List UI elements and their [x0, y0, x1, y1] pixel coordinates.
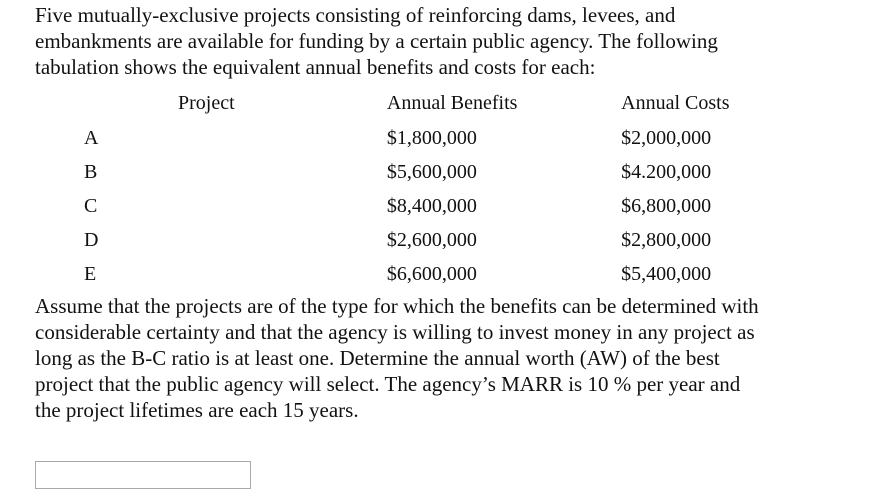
intro-line-2: embankments are available for funding by a certain public agency. The following — [35, 29, 718, 53]
cell-project: C — [83, 194, 98, 217]
cell-annual-costs: $4.200,000 — [621, 160, 712, 183]
question-prompt — [35, 293, 865, 423]
header-annual-benefits: Annual Benefits — [386, 91, 518, 114]
table-row — [35, 155, 865, 189]
cell-annual-costs: $5,400,000 — [621, 262, 712, 285]
cell-annual-benefits: $1,800,000 — [386, 126, 477, 149]
header-project: Project — [178, 91, 235, 114]
prompt-line-4: project that the public agency will select. The agency’s MARR is 10 % per year and — [35, 372, 741, 396]
answer-input[interactable] — [35, 461, 251, 489]
cell-annual-benefits: $5,600,000 — [386, 160, 477, 183]
table-row — [35, 223, 865, 257]
cell-annual-costs: $2,000,000 — [621, 126, 712, 149]
table-row — [35, 189, 865, 223]
cell-annual-costs: $6,800,000 — [621, 194, 712, 217]
intro-line-1: Five mutually-exclusive projects consisting of reinforcing dams, levees, and — [35, 3, 676, 27]
question-intro — [35, 2, 865, 80]
intro-line-3: tabulation shows the equivalent annual benefits and costs for each: — [35, 55, 596, 79]
cell-annual-benefits: $2,600,000 — [386, 228, 477, 251]
table-header-row — [35, 85, 865, 121]
header-annual-costs: Annual Costs — [621, 91, 730, 114]
cell-project: E — [83, 262, 97, 285]
cell-annual-costs: $2,800,000 — [621, 228, 712, 251]
table-row — [35, 257, 865, 291]
cell-project: B — [83, 160, 98, 183]
table-row — [35, 121, 865, 155]
prompt-line-5: the project lifetimes are each 15 years. — [35, 398, 359, 422]
cell-project: D — [83, 228, 99, 251]
prompt-line-1: Assume that the projects are of the type for which the benefits can be determined with — [35, 294, 759, 318]
prompt-line-2: considerable certainty and that the agency is willing to invest money in any project as — [35, 320, 755, 344]
projects-table — [35, 85, 865, 291]
cell-annual-benefits: $8,400,000 — [386, 194, 477, 217]
prompt-line-3: long as the B-C ratio is at least one. Determine the annual worth (AW) of the best — [35, 346, 720, 370]
cell-annual-benefits: $6,600,000 — [386, 262, 477, 285]
question-block — [35, 2, 865, 423]
cell-project: A — [83, 126, 99, 149]
